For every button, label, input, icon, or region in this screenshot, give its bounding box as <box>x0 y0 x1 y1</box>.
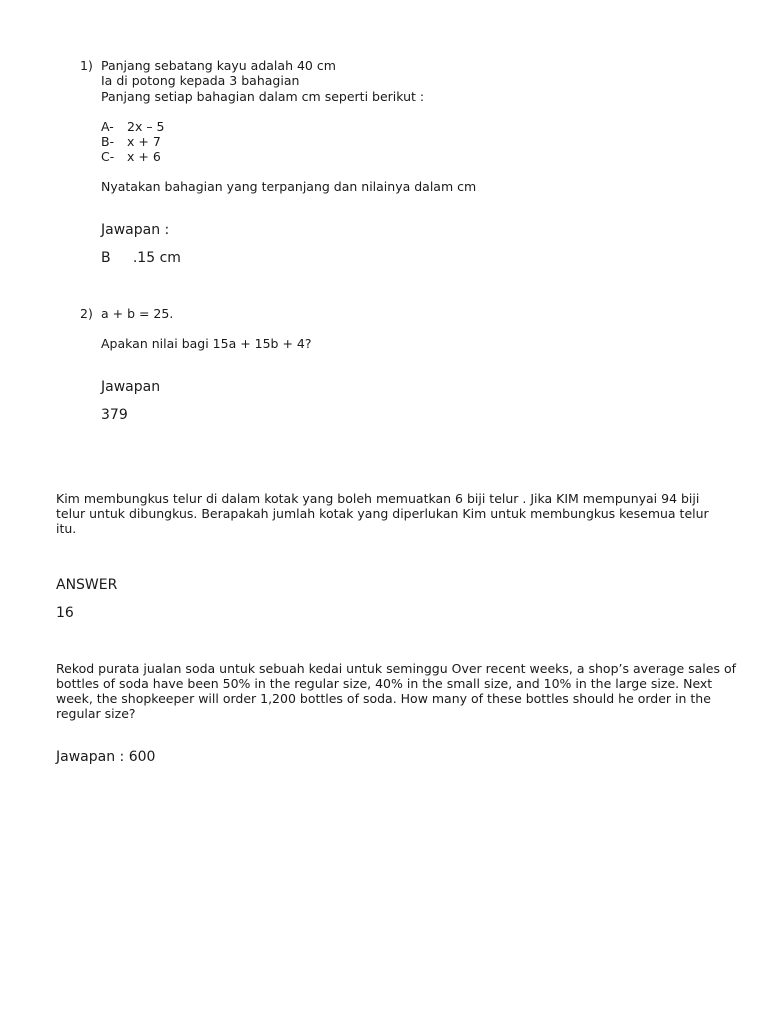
q2-answer-value: 379 <box>101 407 128 423</box>
q1-option-c-expr: x + 6 <box>127 149 161 164</box>
q1-answer-value: B .15 cm <box>101 250 181 266</box>
q2-prompt: Apakan nilai bagi 15a + 15b + 4? <box>101 336 312 351</box>
q1-line-2: Ia di potong kepada 3 bahagian <box>101 73 300 88</box>
q1-option-a <box>101 119 165 134</box>
q4-text: Rekod purata jualan soda untuk sebuah kedai untuk seminggu Over recent weeks, a shop’s average sales of bottles of soda have been 50% in the regular size, 40% in the small size, and 10% in the large size. Next week, the shopkeeper will order 1,200 bottles of soda. How many of these bottles should he order in the regular size? <box>56 661 736 721</box>
q1-line-3: Panjang setiap bahagian dalam cm seperti berikut : <box>101 89 425 104</box>
q3-answer-value: 16 <box>56 605 74 621</box>
q2-answer-label: Jawapan <box>101 379 161 395</box>
q1-line-1: Panjang sebatang kayu adalah 40 cm <box>101 58 336 73</box>
q1-option-a-letter: A- <box>101 119 114 134</box>
q2-equation: a + b = 25. <box>101 306 174 321</box>
q1-option-b <box>101 134 161 149</box>
q1-option-b-letter: B- <box>101 134 115 149</box>
q3-answer-label: ANSWER <box>56 577 118 593</box>
q1-option-c <box>101 149 161 164</box>
q1-prompt: Nyatakan bahagian yang terpanjang dan nilainya dalam cm <box>101 179 477 194</box>
q1-answer-label: Jawapan : <box>101 222 170 238</box>
q2-number: 2) <box>80 306 93 321</box>
q1-number: 1) <box>80 58 93 73</box>
q1-option-b-expr: x + 7 <box>127 134 161 149</box>
q1-option-a-expr: 2x – 5 <box>127 119 165 134</box>
q3-text: Kim membungkus telur di dalam kotak yang boleh memuatkan 6 biji telur . Jika KIM mempunyai 94 biji telur untuk dibungkus. Berapakah jumlah kotak yang diperlukan Kim untuk membungkus kesemua telur itu. <box>56 491 709 536</box>
q4-answer: Jawapan : 600 <box>56 749 156 765</box>
q1-option-c-letter: C- <box>101 149 115 164</box>
